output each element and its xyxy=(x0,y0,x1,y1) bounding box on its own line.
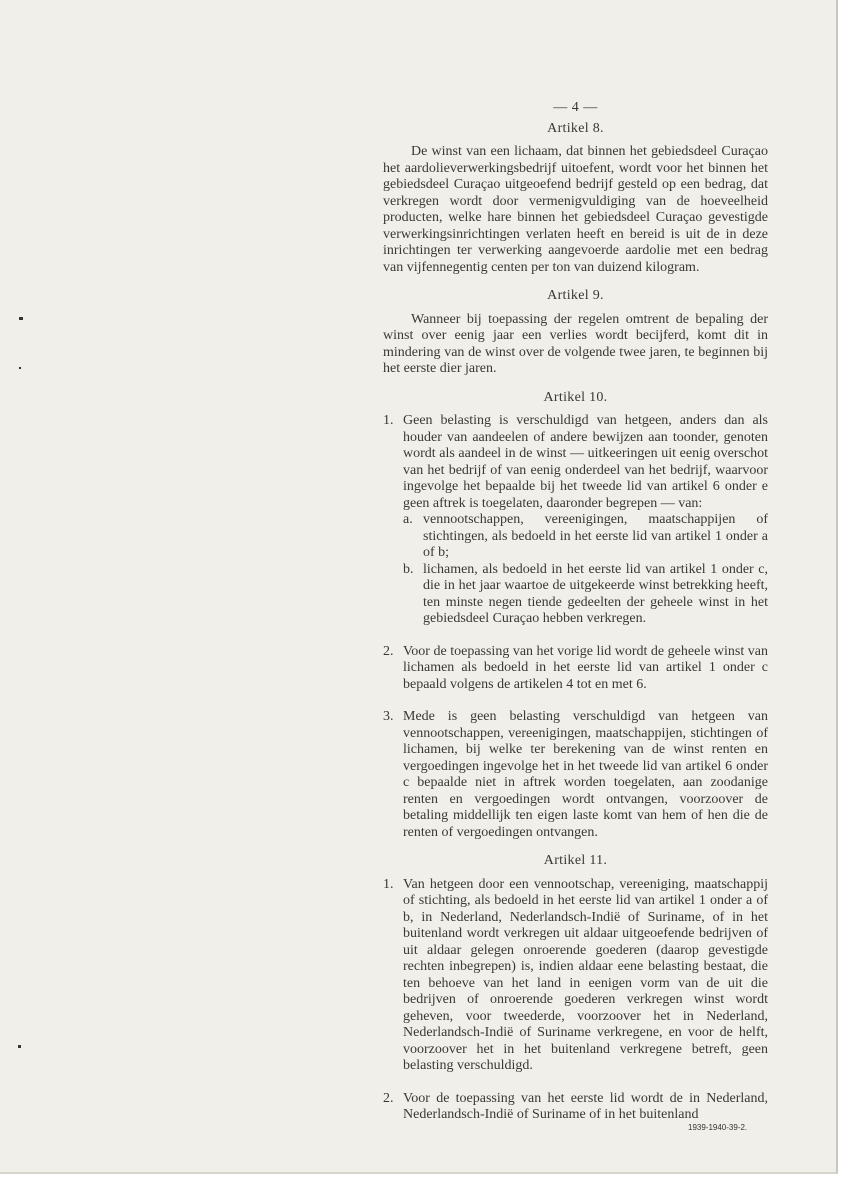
article-10-item-1 xyxy=(383,413,768,512)
text-column xyxy=(383,100,768,1124)
article-10-heading: Artikel 10. xyxy=(543,389,608,405)
item-text: Geen belasting is verschuldigd van hetgeen, anders dan als houder van aandeelen of andere bewijzen aan toonder, genoten wordt als aandeel in de winst — uitkeeringen uit eenig overschot van het bedrijf of van eenig onderdeel van het bedrijf, waarvoor ingevolge het bepaalde bij het tweede lid van artikel 6 onder e geen aftrek is toegelaten, daaronder begrepen — van: xyxy=(403,413,768,511)
article-11-heading: Artikel 11. xyxy=(543,853,608,868)
sub-item-b xyxy=(403,562,768,628)
article-10-item-1-subs xyxy=(383,512,768,628)
punch-mark xyxy=(19,367,21,369)
sub-item-letter: a. xyxy=(403,512,413,527)
page-number: — 4 — xyxy=(553,100,598,115)
item-text: Van hetgeen door een vennootschap, vereeniging, maatschappij of stichting, als bedoeld in het eerste lid van artikel 1 onder a of b, in Nederland, Nederlandsch-Indië of Suriname, of in het buitenland wordt verkregen uit aldaar uitgeoefende bedrijven of uit aldaar gelegen onroerende goederen (daarop gevestigde rechten inbegrepen) is, indien aldaar eene belasting bestaat, die ten behoeve van het land in eenigen vorm van de uit die bedrijven of onroerende goederen verkregen winst wordt geheven, voor tweederde, voorzoover het in Nederland, Nederlandsch-Indië of Suriname verkregene, en voor de helft, voorzoover het in het buitenland verkregene betreft, geen belasting verschuldigd. xyxy=(403,876,768,1073)
sub-item-a xyxy=(403,512,768,562)
item-text: Voor de toepassing van het eerste lid wordt de in Nederland, Nederlandsch-Indië of Suriname of in het buitenland xyxy=(403,1090,768,1122)
article-10-item-2 xyxy=(383,644,768,694)
document-reference: 1939-1940-39-2. xyxy=(688,1123,748,1132)
sub-item-letter: b. xyxy=(403,561,414,577)
item-text: Mede is geen belasting verschuldigd van hetgeen van vennootschappen, vereenigingen, maatschappijen, stichtingen of lichamen, bij welke ter berekening van de winst renten en vergoedingen ingevolge het in het tweede lid van artikel 6 onder c bepaalde niet in aftrek worden toegelaten, aan zoodanige renten en vergoedingen wordt ontvangen, voorzoover de betaling middellijk ten eigen laste komt van hem of hen die de renten of vergoedingen ontvangen. xyxy=(403,709,768,840)
punch-mark xyxy=(19,317,23,320)
item-number: 2. xyxy=(383,643,394,659)
article-8-text: De winst van een lichaam, dat binnen het gebiedsdeel Curaçao het aardolieverwerkingsbedrijf uitoefent, wordt voor het binnen het gebiedsdeel Curaçao uitgeoefend bedrijf gesteld op een bedrag, dat verkregen wordt door vermenigvuldiging van de hoeveelheid producten, welke hare binnen het gebiedsdeel Curaçao gevestigde verwerkingsinrichtingen verlaten heeft en bereid is uit de in deze inrichtingen ter verwerking aangevoerde aardolie met een bedrag van vijfennegentig centen per ton van duizend kilogram. xyxy=(383,144,768,275)
sub-item-text: vennootschappen, vereenigingen, maatschappijen of stichtingen, als bedoeld in het eerste lid van artikel 1 onder a of b; xyxy=(423,512,768,560)
item-number: 1. xyxy=(383,876,394,892)
article-11-item-2 xyxy=(383,1091,768,1124)
article-9-text: Wanneer bij toepassing der regelen omtrent de bepaling der winst over eenig jaar een verlies wordt becijferd, komt dit in mindering van de winst over de volgende twee jaren, te beginnen bij het eerste dier jaren. xyxy=(383,311,768,376)
article-11-item-1 xyxy=(383,877,768,1075)
item-number: 1. xyxy=(383,413,394,428)
item-number: 3. xyxy=(383,709,394,724)
article-8-heading: Artikel 8. xyxy=(547,120,604,136)
article-10-item-3 xyxy=(383,709,768,841)
item-text: Voor de toepassing van het vorige lid wordt de geheele winst van lichamen als bedoeld in het eerste lid van artikel 1 onder c bepaald volgens de artikelen 4 tot en met 6. xyxy=(403,643,768,692)
punch-mark xyxy=(18,1045,21,1048)
sub-item-text: lichamen, als bedoeld in het eerste lid van artikel 1 onder c, die in het jaar waartoe de uitgekeerde winst betrekking heeft, ten minste negen tiende gedeelten der geheele winst in het gebiedsdeel Curaçao hebben verkregen. xyxy=(423,561,768,626)
item-number: 2. xyxy=(383,1090,394,1106)
article-9-heading: Artikel 9. xyxy=(547,288,604,303)
